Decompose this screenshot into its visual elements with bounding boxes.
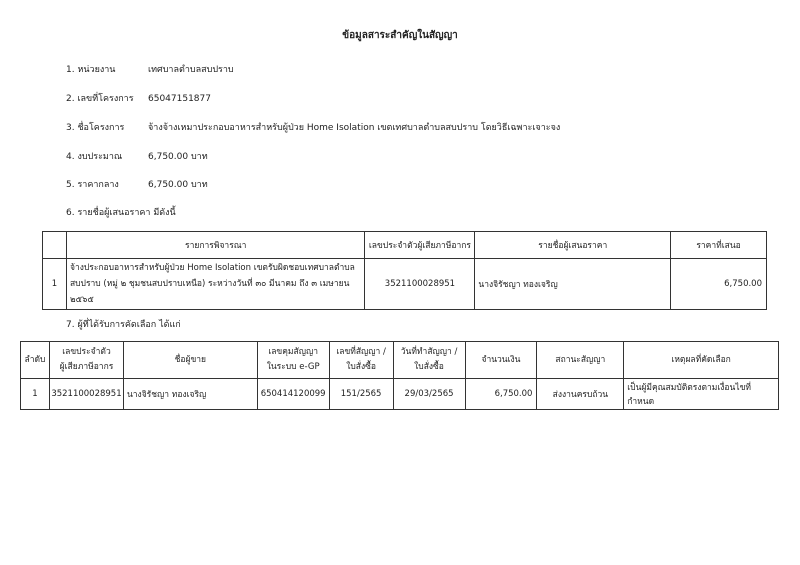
tax-id: 3521100028951 <box>365 259 475 310</box>
header-cell <box>257 342 329 379</box>
header-line: เลขประจำตัว <box>62 347 111 357</box>
table-row <box>43 259 767 310</box>
field-value: 6,750.00 บาท <box>148 180 208 190</box>
bidders-heading: 6. รายชื่อผู้เสนอราคา มีดังนี้ <box>66 208 176 218</box>
header-cell <box>329 342 393 379</box>
tax-id: 3521100028951 <box>49 379 123 410</box>
header-cell: ราคาที่เสนอ <box>671 232 767 259</box>
field-agency <box>66 62 234 76</box>
document-title: ข้อมูลสาระสำคัญในสัญญา <box>342 30 458 41</box>
header-cell: เลขประจำตัวผู้เสียภาษีอากร <box>365 232 475 259</box>
field-value: จ้างจ้างเหมาประกอบอาหารสำหรับผู้ป่วย Home Isolation เขตเทศบาลตำบลสบปราบ โดยวิธีเฉพาะเจาะจง <box>148 123 561 133</box>
header-line: เลขที่สัญญา / <box>336 347 386 357</box>
row-number: 1 <box>21 379 50 410</box>
item-description: จ้างประกอบอาหารสำหรับผู้ป่วย Home Isolation เขตรับผิดชอบเทศบาลตำบลสบปราบ (หมู่ ๒ ชุมชนสบปราบเหนือ) ระหว่างวันที่ ๓๐ มีนาคม ถึง ๓ เมษายน ๒๕๖๕ <box>66 259 365 310</box>
seller-name: นางจิรัชญา ทองเจริญ <box>123 379 257 410</box>
row-number: 1 <box>43 259 67 310</box>
winner-heading: 7. ผู้ที่ได้รับการคัดเลือก ได้แก่ <box>66 320 181 330</box>
header-cell: จำนวนเงิน <box>465 342 537 379</box>
field-value: 6,750.00 บาท <box>148 152 208 162</box>
field-value: 65047151877 <box>148 94 211 104</box>
header-cell: สถานะสัญญา <box>537 342 624 379</box>
header-cell: ชื่อผู้ขาย <box>123 342 257 379</box>
header-cell <box>49 342 123 379</box>
header-cell: ลำดับ <box>21 342 50 379</box>
table-header-row <box>43 232 767 259</box>
field-label: 3. ชื่อโครงการ <box>66 123 125 133</box>
field-label: 5. ราคากลาง <box>66 180 119 190</box>
egp-contract-number: 650414120099 <box>257 379 329 410</box>
header-line: ใบสั่งซื้อ <box>414 362 444 372</box>
field-label: 1. หน่วยงาน <box>66 65 116 75</box>
table-row <box>21 379 779 410</box>
header-line: ใบสั่งซื้อ <box>346 362 376 372</box>
contract-amount: 6,750.00 <box>465 379 537 410</box>
bidder-name: นางจิรัชญา ทองเจริญ <box>475 259 671 310</box>
header-line: ผู้เสียภาษีอากร <box>59 362 114 372</box>
award-table <box>20 341 779 410</box>
header-line: ในระบบ e-GP <box>266 362 320 372</box>
header-cell <box>393 342 465 379</box>
contract-reference: 151/2565 <box>329 379 393 410</box>
header-cell: เหตุผลที่คัดเลือก <box>624 342 779 379</box>
contract-date: 29/03/2565 <box>393 379 465 410</box>
contract-status: ส่งงานครบถ้วน <box>537 379 624 410</box>
field-project-number <box>66 91 211 105</box>
header-cell-blank <box>43 232 67 259</box>
field-label: 4. งบประมาณ <box>66 152 123 162</box>
field-label: 2. เลขที่โครงการ <box>66 94 134 104</box>
table-header-row <box>21 342 779 379</box>
field-budget <box>66 149 208 163</box>
header-cell: รายชื่อผู้เสนอราคา <box>475 232 671 259</box>
bid-price: 6,750.00 <box>671 259 767 310</box>
bids-table <box>42 231 767 310</box>
header-line: วันที่ทำสัญญา / <box>400 347 458 357</box>
header-cell: รายการพิจารณา <box>66 232 365 259</box>
selection-reason: เป็นผู้มีคุณสมบัติตรงตามเงื่อนไขที่กำหนด <box>624 379 779 410</box>
field-median-price <box>66 177 208 191</box>
field-project-name <box>66 120 560 134</box>
header-line: เลขคุมสัญญา <box>268 347 318 357</box>
field-value: เทศบาลตำบลสบปราบ <box>148 65 234 75</box>
